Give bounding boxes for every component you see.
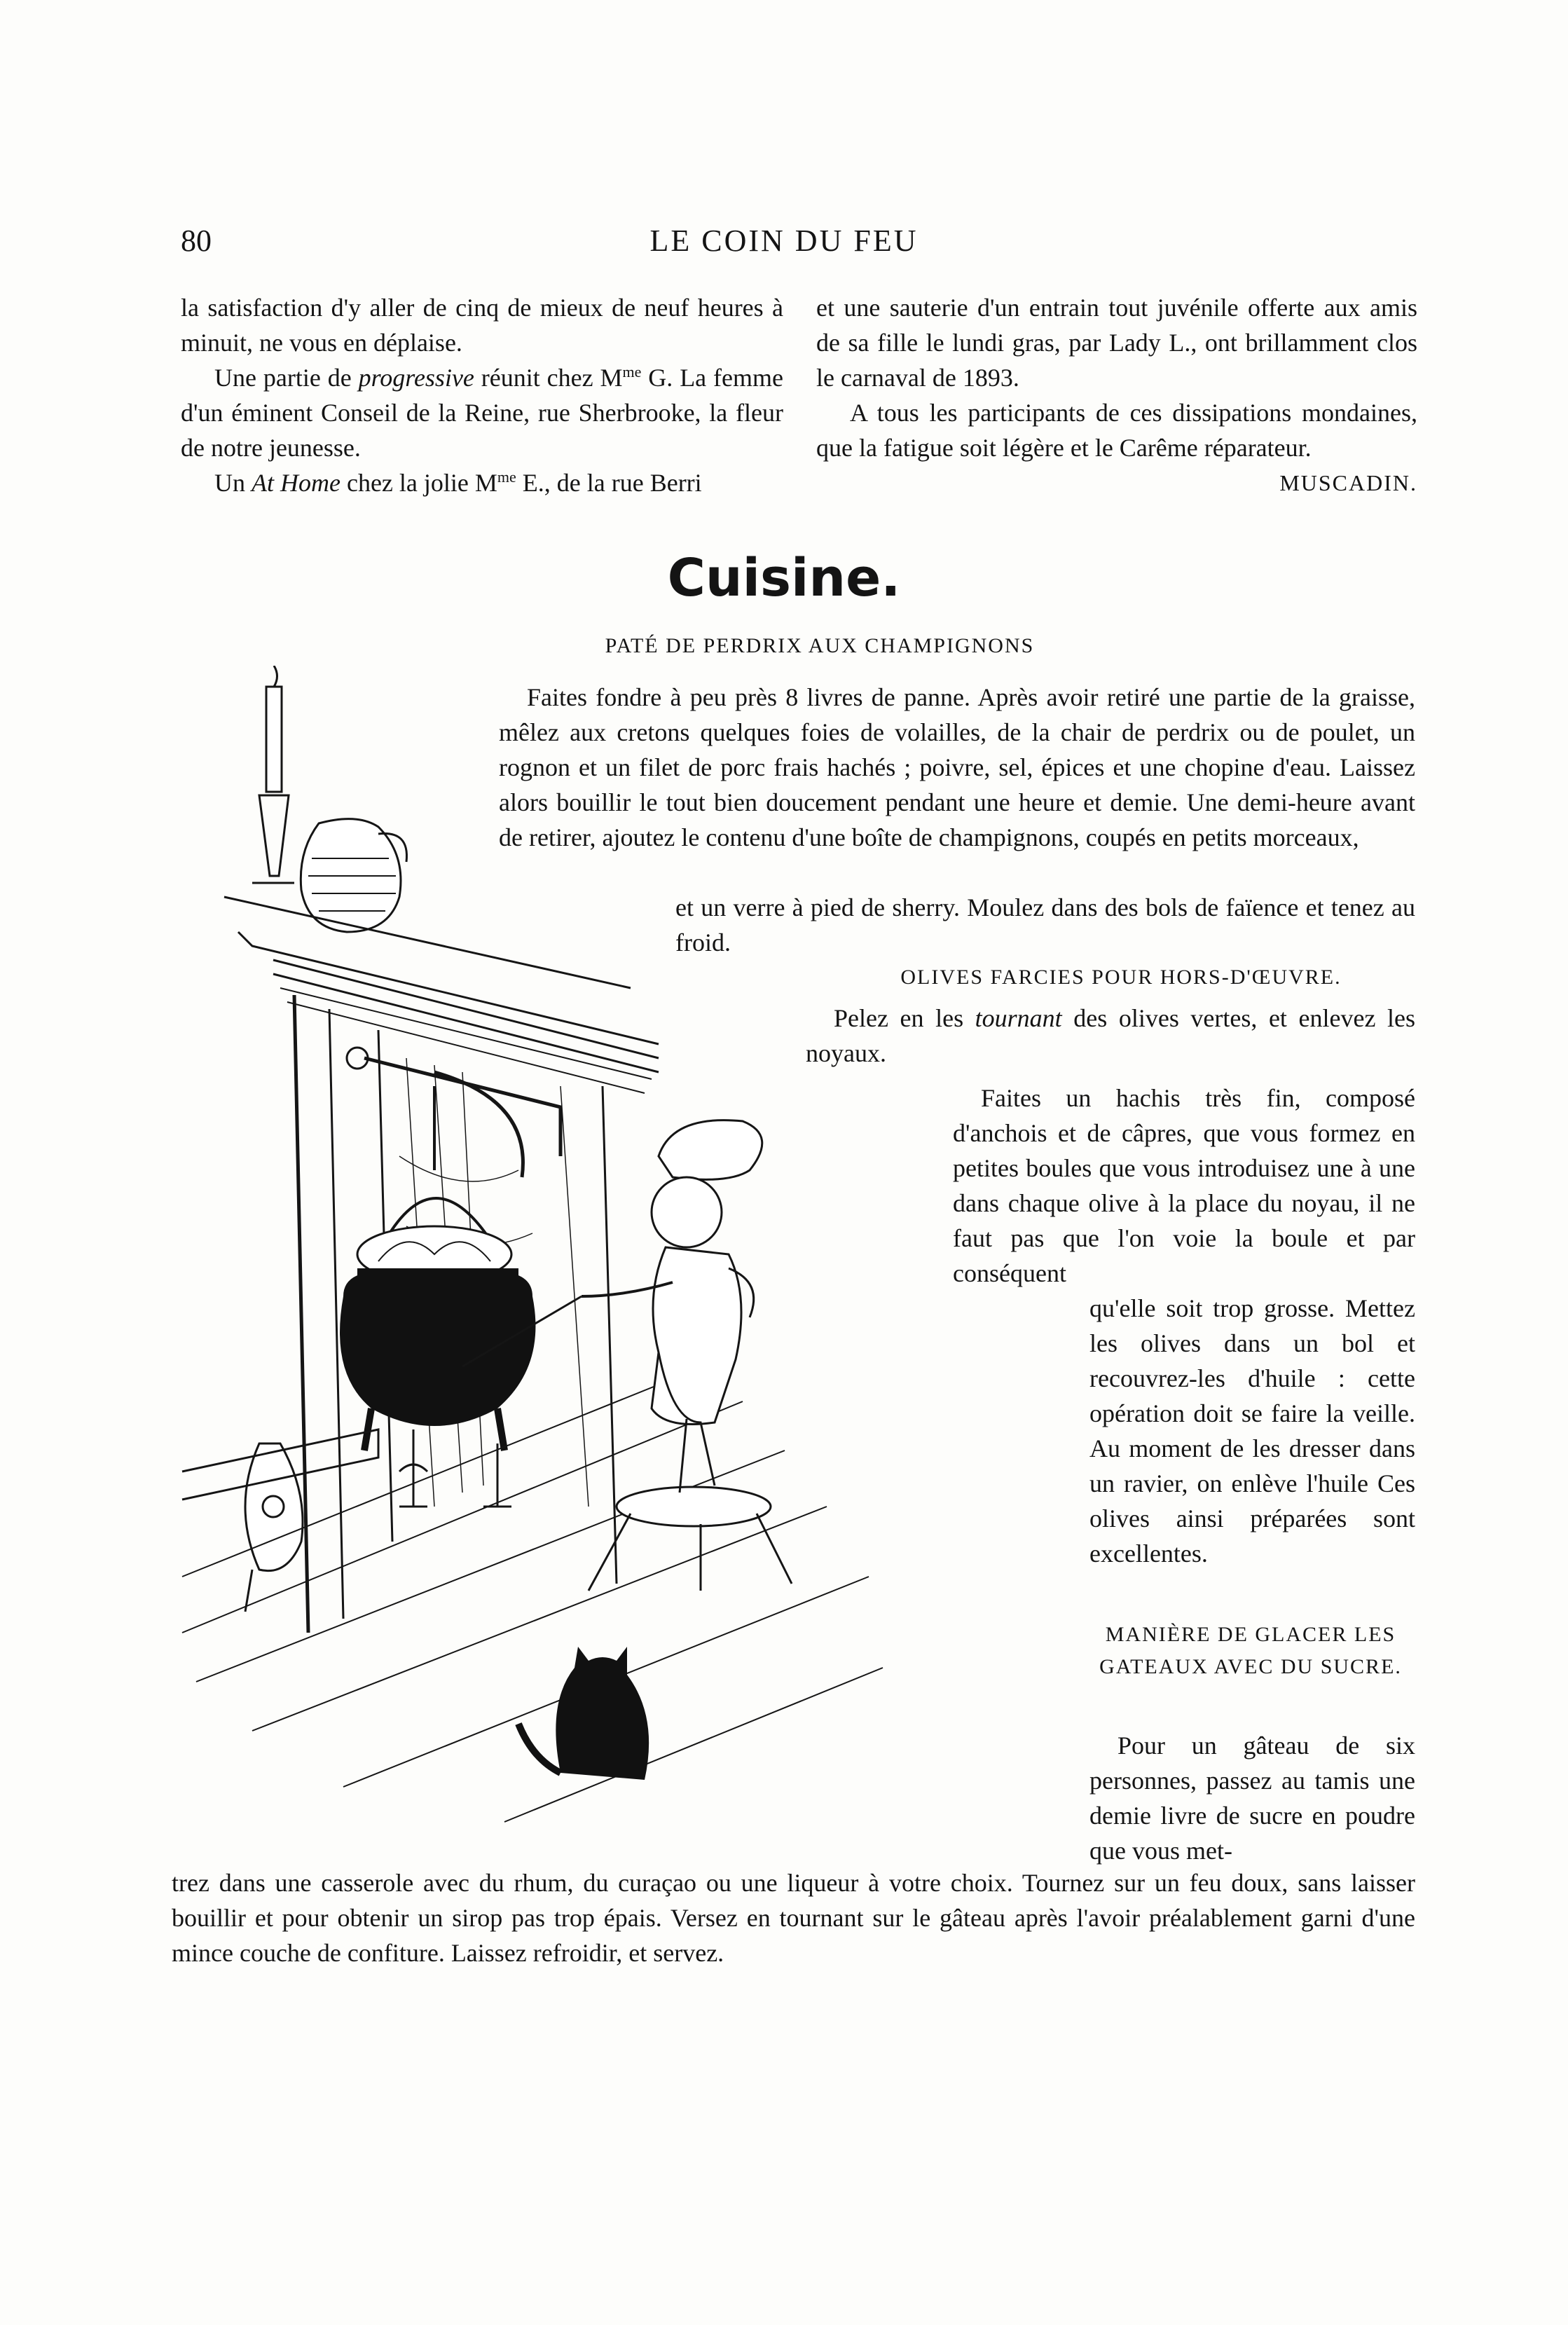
society-column-right bbox=[816, 290, 1417, 500]
recipe-text: trez dans une casserole avec du rhum, du curaçao ou une liqueur à votre choix. Tournez sur un feu doux, sans laisser bouillir et pour obtenir un sirop pas trop épais. Versez en tournant sur le gâteau après l'avoir préalablement garni d'une mince couche de confiture. Laissez refroidir, et servez. bbox=[172, 1869, 1415, 1967]
recipe-text: Pelez en les tournant des olives vertes, et enlevez les noyaux. bbox=[806, 1004, 1415, 1067]
mantel-shelf bbox=[224, 897, 659, 1093]
jug-icon bbox=[301, 819, 406, 932]
recipe-heading: MANIÈRE DE GLACER LES GATEAUX AVEC DU SUCRE. bbox=[1099, 1623, 1402, 1678]
running-head: LE COIN DU FEU bbox=[649, 224, 919, 258]
society-paragraph: Un At Home chez la jolie $M^{me}$ E., de la rue Berri bbox=[214, 468, 702, 497]
society-paragraph: la satisfaction d'y aller de cinq de mieux de neuf heures à minuit, ne vous en déplaise. bbox=[181, 294, 783, 357]
recipe-text: Pour un gâteau de six personnes, passez au tamis une demie livre de sucre en poudre que vous met- bbox=[1089, 1731, 1415, 1865]
society-paragraph: et une sauterie d'un entrain tout juvénile offerte aux amis de sa fille le lundi gras, par Lady L., ont brillamment clos le carnaval de 1893. bbox=[816, 294, 1417, 392]
society-paragraph: Une partie de progressive réunit chez $M^{me}$ G. La femme d'un éminent Conseil de la Reine, rue Sherbrooke, la fleur de notre jeunesse. bbox=[181, 363, 784, 462]
candle-icon bbox=[252, 666, 294, 883]
cauldron-icon bbox=[340, 1268, 535, 1450]
recipe-heading: OLIVES FARCIES POUR HORS-D'ŒUVRE. bbox=[900, 966, 1342, 989]
page-number: 80 bbox=[181, 224, 212, 258]
recipe-text: qu'elle soit trop grosse. Mettez les olives dans un bol et recouvrez-les d'huile : cette opération doit se faire la veille. Au moment de les dresser dans un ravier, on enlève l'huile Ces olives ainsi préparées sont excellentes. bbox=[1089, 1294, 1415, 1568]
cat-icon bbox=[518, 1647, 649, 1780]
signature: MUSCADIN. bbox=[1279, 470, 1417, 495]
society-column-left bbox=[181, 290, 783, 500]
society-paragraph: A tous les participants de ces dissipations mondaines, que la fatigue soit légère et le Carême réparateur. bbox=[816, 399, 1417, 462]
recipe-heading: PATÉ DE PERDRIX AUX CHAMPIGNONS bbox=[605, 634, 1035, 657]
recipe-text: et un verre à pied de sherry. Moulez dans des bols de faïence et tenez au froid. bbox=[675, 893, 1415, 956]
section-title: Cuisine. bbox=[667, 548, 901, 608]
recipe-text: Faites un hachis très fin, composé d'anchois et de câpres, que vous formez en petites boules que vous introduisez une à une dans chaque olive à la place du noyau, il ne faut pas que l'on voie la boule et par conséquent bbox=[953, 1084, 1415, 1287]
recipe-text: Faites fondre à peu près 8 livres de panne. Après avoir retiré une partie de la graisse, mêlez aux cretons quelques foies de volailles, de la chair de perdrix ou de poulet, un rognon et un filet de porc frais hachés ; poivre, sel, épices et une chopine d'eau. Laissez alors bouillir le tout bien doucement pendant une heure et demie. Une demi-heure avant de retirer, ajoutez le contenu d'une boîte de champignons, coupés en petits morceaux, bbox=[499, 683, 1415, 851]
